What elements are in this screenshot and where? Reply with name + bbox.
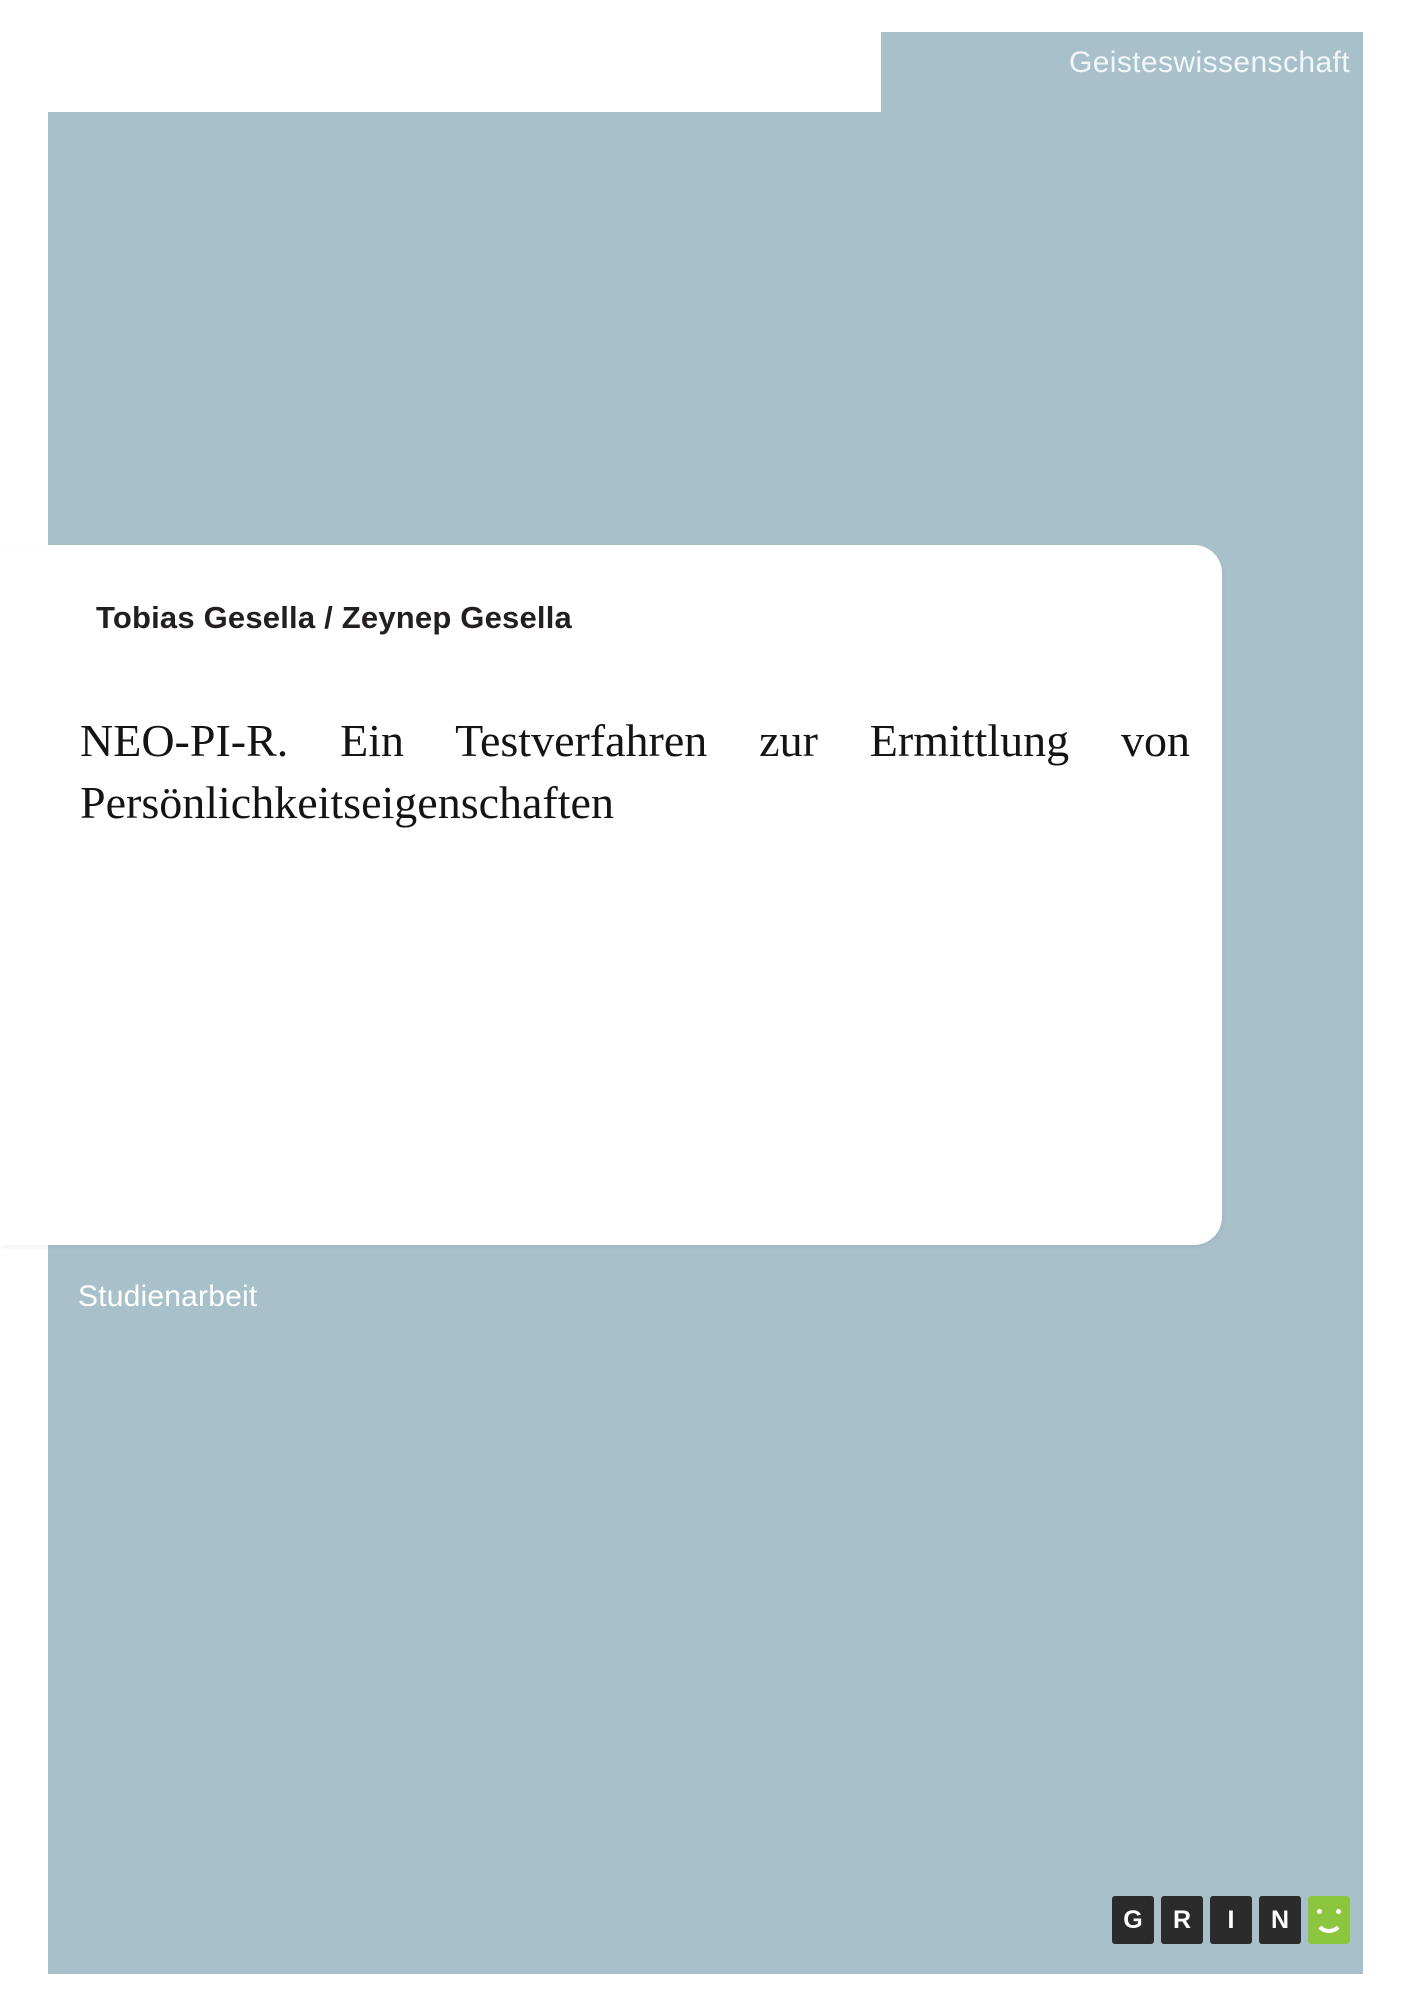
document-type-label: Studienarbeit [78, 1280, 258, 1313]
title-card [0, 545, 1222, 1245]
smiley-icon [1308, 1896, 1350, 1944]
grin-logo [1112, 1896, 1350, 1944]
cover-top-notch [48, 32, 881, 112]
logo-letter-n: N [1259, 1896, 1301, 1944]
page-title: NEO-PI-R. Ein Testverfahren zur Ermittlung von Persönlichkeitseigenschaften [80, 715, 1190, 829]
category-label: Geisteswissenschaft [1068, 46, 1350, 79]
logo-letter-g: G [1112, 1896, 1154, 1944]
smiley-mouth-icon [1314, 1916, 1344, 1933]
logo-letter-r: R [1161, 1896, 1203, 1944]
smiley-eyes-icon [1317, 1909, 1341, 1914]
logo-letter-i: I [1210, 1896, 1252, 1944]
authors-label: Tobias Gesella / Zeynep Gesella [96, 600, 572, 635]
